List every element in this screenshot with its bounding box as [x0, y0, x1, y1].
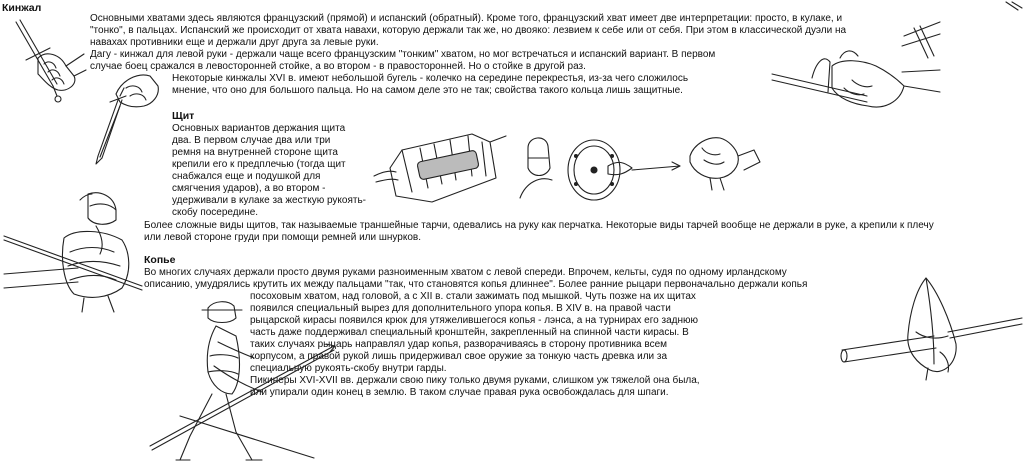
dagger-paragraph-ring: Некоторые кинжалы XVI в. имеют небольшой бугель - колечко на середине перекрестья, из-за чего сложилось мнение, что оно для большого пальца. Но на самом деле это не так; свойства такого кольца лишь защитные. [172, 73, 689, 96]
spear-soldier-illustration [4, 188, 144, 313]
spear-paragraph-pikemen: Пикинеры XVI-XVII вв. держали свою пику только двумя руками, слишком уж тяжелой она была, или упирали один конец в землю. В таком случае правая рука освобождалась для шпаги. [250, 375, 700, 398]
lance-vamplate-illustration [838, 272, 1024, 392]
shield-paragraph-holding: Основных вариантов держания щита два. В первом случае два или три ремня на внутренней стороне щита крепили его к предплечью (тогда щит снабжался еще и подушкой для смягчения ударов), а во втором - удерживали в кулаке за жесткую рукоять- скобу посередине. [172, 123, 366, 218]
dagger-paragraph-grips: Основными хватами здесь являются французский (прямой) и испанский (обратный). Кроме того, французский хват имеет две интерпретации: просто, в кулаке, и "тонко", в пальцах. Испанский же происходит от хвата навахи, которую держали так же, но двояко: лезвием к себе или от себя. При этом в классической дуэли на навахах противники еще и держали друг друга за левые руки. [90, 13, 847, 48]
dagger-section-title: Кинжал [2, 2, 42, 14]
shield-section-title: Щит [172, 110, 195, 122]
spear-paragraph-celts: Во многих случаях держали просто двумя руками разноименным хватом с левой спереди. Впрочем, кельты, судя по одному ирландскому описанию, умудрялись крутить их между пальцами "так, что становятся копья длиннее". Более ранние рыцари первоначально держали копья [144, 267, 808, 290]
shield-grip-hand-illustration [684, 126, 764, 196]
shield-strapped-arm-illustration [372, 128, 512, 208]
shield-paragraph-tarch: Более сложные виды щитов, так называемые траншейные тарчи, одевались на руку как перчатка. Некоторые виды тарчей вообще не держали в руке, а крепили к плечу или левой стороне груди при помощи ремней или шнурков. [144, 220, 934, 243]
pikeman-illustration [150, 296, 335, 464]
dagger-hand-grip-illustration [772, 22, 942, 122]
spear-section-title: Копье [144, 254, 176, 266]
dagger-fist-grip-illustration [8, 14, 88, 114]
spear-paragraph-knights: посоховым хватом, над головой, а с XII в. стали зажимать под мышкой. Чуть позже на их щитах появился специальный вырез для дополнительного упора копья. В XIV в. на правой части рыцарской кирасы появился крюк для утяжелившегося копья - лэнса, а на турнирах его заднюю часть даже поддерживал специальный кронштейн, закрепленный на спинной части кирасы. В таких случаях рыцарь направлял удар копья, разворачиваясь в сторону противника всем корпусом, а правой рукой лишь придерживал свое оружие за тонкую часть древка или за специальную рукоять-скобу внутри гарды. [250, 291, 698, 374]
corner-ornament-illustration [1004, 0, 1024, 12]
shield-figure-illustration [512, 128, 682, 208]
dagger-paragraph-daga: Дагу - кинжал для левой руки - держали чаще всего французским "тонким" хватом, но мог встречаться и испанский вариант. В первом случае боец сражался в левосторонней стойке, а во втором - в правосторонней. Но о стойке в другой раз. [90, 49, 716, 72]
dagger-reverse-grip-illustration [86, 66, 166, 176]
